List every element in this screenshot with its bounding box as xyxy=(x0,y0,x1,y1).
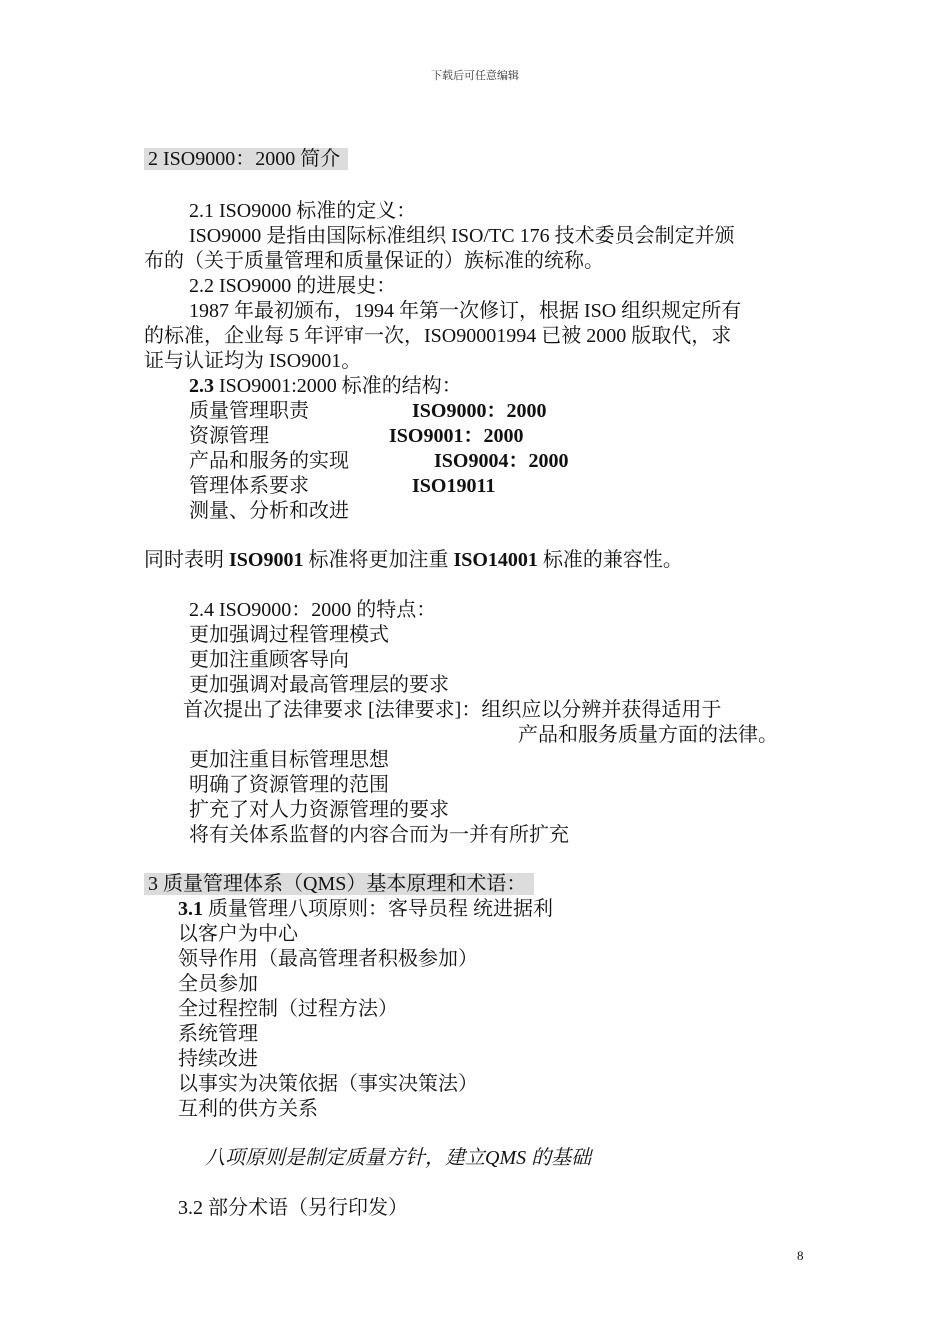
section-3-heading-text: 3 质量管理体系（QMS）基本原理和术语： xyxy=(144,873,534,895)
principle-item: 持续改进 xyxy=(178,1048,258,1070)
compatibility-statement xyxy=(144,548,683,573)
paragraph-2-1-line-2: 布的（关于质量管理和质量保证的）族标准的统称。 xyxy=(144,250,604,272)
compat-text-a: 同时表明 xyxy=(144,549,229,571)
paragraph-2-2-line-2: 的标准，企业每 5 年评审一次，ISO90001994 已被 2000 版取代，求 xyxy=(144,325,732,347)
paragraph-2-2-line-3: 证与认证均为 ISO9001。 xyxy=(144,350,362,372)
structure-item-label: 质量管理职责 xyxy=(189,400,309,422)
principle-item: 全过程控制（过程方法） xyxy=(178,998,398,1020)
principles-note: 八项原则是制定质量方针，建立QMS 的基础 xyxy=(205,1147,592,1169)
subsection-2-2-title: 2.2 ISO9000 的进展史： xyxy=(189,275,397,297)
feature-item: 更加注重顾客导向 xyxy=(189,649,349,671)
feature-item: 扩充了对人力资源管理的要求 xyxy=(189,799,449,821)
structure-item-label: 资源管理 xyxy=(189,425,269,447)
structure-item-standard: ISO9001：2000 xyxy=(389,425,524,447)
structure-item-label: 测量、分析和改进 xyxy=(189,500,349,522)
subsection-2-3-text: ISO9001:2000 标准的结构： xyxy=(214,375,462,397)
structure-item-label: 管理体系要求 xyxy=(189,475,309,497)
principle-item: 互利的供方关系 xyxy=(178,1098,318,1120)
feature-item: 首次提出了法律要求 [法律要求]：组织应以分辨并获得适用于 xyxy=(183,699,722,721)
principle-item: 以客户为中心 xyxy=(178,923,298,945)
section-2-heading-text: 2 ISO9000：2000 简介 xyxy=(144,148,348,170)
paragraph-2-2-line-1: 1987 年最初颁布，1994 年第一次修订，根据 ISO 组织规定所有 xyxy=(189,300,742,322)
compat-std-iso14001: ISO14001 xyxy=(453,549,538,571)
compat-std-iso9001: ISO9001 xyxy=(229,549,304,571)
structure-item-standard: ISO9000：2000 xyxy=(412,400,547,422)
principle-item: 以事实为决策依据（事实决策法） xyxy=(178,1073,478,1095)
page-header: 下载后可任意编辑 xyxy=(431,70,519,82)
subsection-3-1-text: 质量管理八项原则：客导员程 统进据利 xyxy=(203,898,553,920)
compat-text-c: 标准将更加注重 xyxy=(303,549,454,571)
feature-item: 更加强调对最高管理层的要求 xyxy=(189,674,449,696)
subsection-3-2-title: 3.2 部分术语（另行印发） xyxy=(178,1197,408,1219)
feature-item: 更加注重目标管理思想 xyxy=(189,749,389,771)
feature-item-continuation: 产品和服务质量方面的法律。 xyxy=(518,724,778,746)
section-2-heading xyxy=(144,147,348,172)
principle-item: 领导作用（最高管理者积极参加） xyxy=(178,948,478,970)
compat-text-e: 标准的兼容性。 xyxy=(537,549,683,571)
structure-item-standard: ISO9004：2000 xyxy=(434,450,569,472)
feature-item: 将有关体系监督的内容合而为一并有所扩充 xyxy=(189,824,569,846)
subsection-2-4-title: 2.4 ISO9000：2000 的特点： xyxy=(189,599,437,621)
structure-item-label: 产品和服务的实现 xyxy=(189,450,349,472)
section-3-heading xyxy=(144,872,534,897)
paragraph-2-1-line-1: ISO9000 是指由国际标准组织 ISO/TC 176 技术委员会制定并颁 xyxy=(189,225,735,247)
subsection-2-3-title xyxy=(189,374,462,399)
page-number: 8 xyxy=(797,1248,804,1263)
principle-item: 系统管理 xyxy=(178,1023,258,1045)
feature-item: 更加强调过程管理模式 xyxy=(189,624,389,646)
feature-item: 明确了资源管理的范围 xyxy=(189,774,389,796)
subsection-3-1-number: 3.1 xyxy=(178,898,203,920)
subsection-3-1-title xyxy=(178,897,553,922)
subsection-2-1-title: 2.1 ISO9000 标准的定义： xyxy=(189,200,417,222)
principle-item: 全员参加 xyxy=(178,973,258,995)
structure-item-standard: ISO19011 xyxy=(412,475,496,497)
subsection-2-3-number: 2.3 xyxy=(189,375,214,397)
